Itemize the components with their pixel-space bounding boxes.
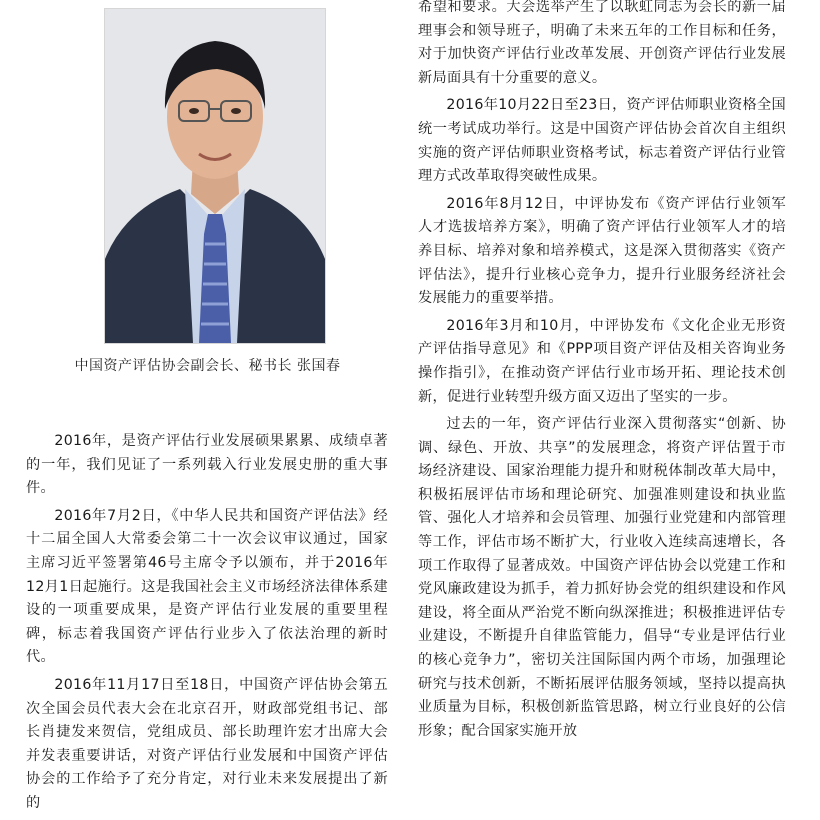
left-column bbox=[26, 430, 388, 820]
paragraph: 2016年3月和10月，中评协发布《文化企业无形资产评估指导意见》和《PPP项目资产评估及相关咨询业务操作指引》，在推动资产评估行业市场开拓、理论技术创新，促进行业转型升级方面又迈出了坚实的一步。 bbox=[418, 317, 786, 405]
photo-caption: 中国资产评估协会副会长、秘书长 张国春 bbox=[74, 358, 341, 374]
paragraph: 2016年7月2日，《中华人民共和国资产评估法》经十二届全国人大常委会第二十一次会议审议通过，国家主席习近平签署第46号主席令予以颁布，并于2016年12月1日起施行。这是我国社会主义市场经济法律体系建设的一项重要成果，是资产评估行业发展的重要里程碑，标志着我国资产评估行业步入了依法治理的新时代。 bbox=[26, 507, 388, 666]
portrait-photo bbox=[104, 8, 326, 344]
paragraph: 2016年10月22日至23日，资产评估师职业资格全国统一考试成功举行。这是中国资产评估协会首次自主组织实施的资产评估师职业资格考试，标志着资产评估行业管理方式改革取得突破性成果。 bbox=[418, 97, 786, 185]
paragraph: 过去的一年，资产评估行业深入贯彻落实“创新、协调、绿色、开放、共享”的发展理念，将资产评估置于市场经济建设、国家治理能力提升和财税体制改革大局中，积极拓展评估市场和理论研究、加强准则建设和执业监管、强化人才培养和会员管理、加强行业党建和内部管理等工作，评估市场不断扩大，行业收入连续高速增长，各项工作取得了显著成效。中国资产评估协会以党建工作和党风廉政建设为抓手，着力抓好协会党的组织建设和作风建设，将全面从严治党不断向纵深推进；积极推进评估专业建设，不断提升自律监管能力，倡导“专业是评估行业的核心竞争力”，密切关注国际国内两个市场，加强理论研究与技术创新，不断拓展评估服务领域，坚持以提高执业质量为目标，积极创新监管思路，树立行业良好的公信形象；配合国家实施开放 bbox=[418, 416, 786, 739]
paragraph: 2016年11月17日至18日，中国资产评估协会第五次全国会员代表大会在北京召开，财政部党组书记、部长肖捷发来贺信，党组成员、部长助理许宏才出席大会并发表重要讲话，对资产评估行业发展和中国资产评估协会的工作给予了充分肯定，对行业未来发展提出了新的 bbox=[26, 676, 388, 811]
right-column bbox=[418, 0, 786, 747]
paragraph-continued: 希望和要求。大会选举产生了以耿虹同志为会长的新一届理事会和领导班子，明确了未来五年的工作目标和任务，对于加快资产评估行业改革发展、开创资产评估行业发展新局面具有十分重要的意义。 bbox=[418, 0, 786, 86]
paragraph: 2016年8月12日，中评协发布《资产评估行业领军人才选拔培养方案》，明确了资产评估行业领军人才的培养目标、培养对象和培养模式，这是深入贯彻落实《资产评估法》，提升行业核心竞争力，提升行业服务经济社会发展能力的重要举措。 bbox=[418, 195, 786, 307]
paragraph: 2016年，是资产评估行业发展硕果累累、成绩卓著的一年，我们见证了一系列载入行业发展史册的重大事件。 bbox=[26, 433, 388, 497]
